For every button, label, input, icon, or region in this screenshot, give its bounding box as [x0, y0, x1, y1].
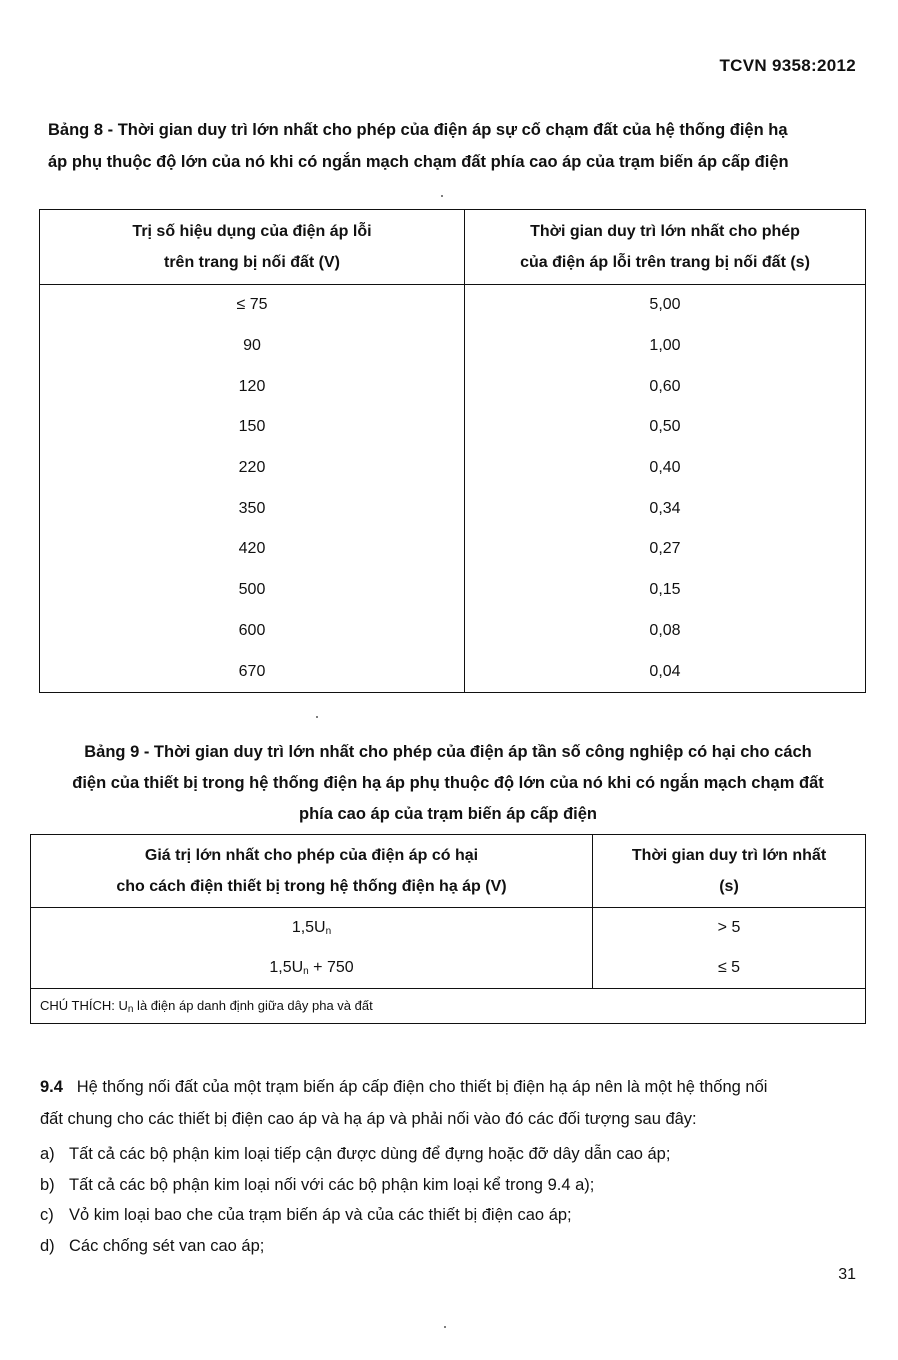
section-9-4-list: [40, 1139, 860, 1261]
table9-note-row: [31, 989, 866, 1024]
table8-header-time-line1: Thời gian duy trì lớn nhất cho phép: [530, 223, 800, 240]
table8-header-voltage: [40, 210, 465, 285]
table-row: [40, 570, 866, 611]
table-row: [31, 948, 866, 989]
list-marker: b): [40, 1175, 55, 1194]
table9-header-time-line2: (s): [719, 878, 739, 895]
section-number: 9.4: [40, 1078, 63, 1096]
list-marker: d): [40, 1236, 55, 1255]
scan-speck: [316, 716, 318, 718]
voltage-cell: 600: [40, 611, 465, 652]
voltage-prefix: 1,5U: [269, 959, 304, 976]
time-cell: 0,40: [465, 448, 866, 489]
voltage-cell: 150: [40, 407, 465, 448]
table8-caption-label: Bảng 8 -: [48, 121, 114, 139]
table-row: [40, 285, 866, 326]
section-9-4-paragraph: [40, 1071, 860, 1135]
section-text-line2: đất chung cho các thiết bị điện cao áp và hạ áp và phải nối vào đó các đối tượng sau đây:: [40, 1110, 697, 1128]
voltage-cell: 500: [40, 570, 465, 611]
table9-caption: [30, 737, 866, 830]
note-symbol: U: [118, 997, 128, 1013]
table8-header-time-line2: của điện áp lỗi trên trang bị nối đất (s): [520, 254, 810, 271]
voltage-cell: 420: [40, 529, 465, 570]
table8-header-time: [465, 210, 866, 285]
table9-header-voltage: [31, 835, 593, 908]
table9-header-voltage-line2: cho cách điện thiết bị trong hệ thống điện hạ áp (V): [116, 878, 507, 895]
section-text-line1: Hệ thống nối đất của một trạm biến áp cấp điện cho thiết bị điện hạ áp nên là một hệ thống nối: [76, 1078, 768, 1096]
table9-header-voltage-line1: Giá trị lớn nhất cho phép của điện áp có hại: [144, 847, 479, 864]
table9-caption-line2: điện của thiết bị trong hệ thống điện hạ áp phụ thuộc độ lớn của nó khi có ngắn mạch chạm đất: [72, 774, 824, 792]
time-cell: 1,00: [465, 326, 866, 367]
list-marker: a): [40, 1145, 55, 1163]
voltage-cell: [31, 948, 593, 989]
time-cell: 0,15: [465, 570, 866, 611]
scan-speck: [441, 195, 443, 197]
table8-header-row: [40, 210, 866, 285]
time-cell: 0,04: [465, 651, 866, 692]
page-number: 31: [838, 1266, 856, 1283]
list-marker: c): [40, 1206, 54, 1224]
table9: [30, 834, 866, 1024]
list-text: Các chống sét van cao áp;: [69, 1236, 265, 1255]
table-row: [40, 366, 866, 407]
table8-caption-line1: [48, 114, 868, 146]
voltage-suffix: + 750: [308, 959, 354, 976]
standard-code: TCVN 9358:2012: [719, 56, 856, 75]
note-subscript: n: [127, 1003, 134, 1015]
voltage-cell: 670: [40, 651, 465, 692]
table9-caption-line1: Bảng 9 - Thời gian duy trì lớn nhất cho phép của điện áp tần số công nghiệp có hại cho cách: [84, 743, 812, 761]
table-row: [40, 448, 866, 489]
time-cell: ≤ 5: [593, 948, 866, 989]
table8-caption-text: Thời gian duy trì lớn nhất cho phép của điện áp sự cố chạm đất của hệ thống điện hạ: [117, 121, 788, 139]
section-line1: [40, 1071, 860, 1103]
voltage-cell: 220: [40, 448, 465, 489]
table9-header-time: [593, 835, 866, 908]
list-text: Vỏ kim loại bao che của trạm biến áp và của các thiết bị điện cao áp;: [69, 1206, 572, 1224]
note-text: là điện áp danh định giữa dây pha và đất: [133, 997, 373, 1013]
table-row: [40, 326, 866, 367]
voltage-subscript: n: [325, 926, 332, 937]
voltage-cell: 90: [40, 326, 465, 367]
table-row: [31, 908, 866, 949]
time-cell: 0,08: [465, 611, 866, 652]
voltage-cell: [31, 908, 593, 949]
table9-header-time-line1: Thời gian duy trì lớn nhất: [631, 847, 827, 864]
time-cell: 0,34: [465, 488, 866, 529]
table-row: [40, 651, 866, 692]
table-row: [40, 611, 866, 652]
note-label: CHÚ THÍCH:: [40, 997, 119, 1013]
table9-header-row: [31, 835, 866, 908]
table8-header-voltage-line1: Trị số hiệu dụng của điện áp lỗi: [132, 223, 372, 240]
voltage-subscript: n: [303, 966, 309, 977]
time-cell: 0,50: [465, 407, 866, 448]
time-cell: 5,00: [465, 285, 866, 326]
voltage-cell: ≤ 75: [40, 285, 465, 326]
table8-caption-line2: áp phụ thuộc độ lớn của nó khi có ngắn mạch chạm đất phía cao áp của trạm biến áp cấp điện: [48, 153, 789, 171]
table8-header-voltage-line2: trên trang bị nối đất (V): [164, 254, 340, 271]
table8-caption: [48, 114, 868, 178]
table-row: [40, 529, 866, 570]
table8: [39, 209, 866, 693]
list-item: [40, 1170, 860, 1201]
voltage-cell: 120: [40, 366, 465, 407]
voltage-cell: 350: [40, 488, 465, 529]
voltage-prefix: 1,5U: [291, 919, 326, 936]
scan-speck: [444, 1326, 446, 1328]
table9-note: [31, 989, 866, 1024]
list-text: Tất cả các bộ phận kim loại tiếp cận được dùng để đựng hoặc đỡ dây dẫn cao áp;: [69, 1145, 671, 1163]
time-cell: 0,60: [465, 366, 866, 407]
list-item: [40, 1200, 860, 1231]
table-row: [40, 488, 866, 529]
time-cell: > 5: [593, 908, 866, 949]
table-row: [40, 407, 866, 448]
list-text: Tất cả các bộ phận kim loại nối với các bộ phận kim loại kể trong 9.4 a);: [69, 1175, 595, 1194]
table9-caption-line3: phía cao áp của trạm biến áp cấp điện: [299, 805, 597, 823]
time-cell: 0,27: [465, 529, 866, 570]
list-item: [40, 1139, 860, 1170]
list-item: [40, 1231, 860, 1262]
